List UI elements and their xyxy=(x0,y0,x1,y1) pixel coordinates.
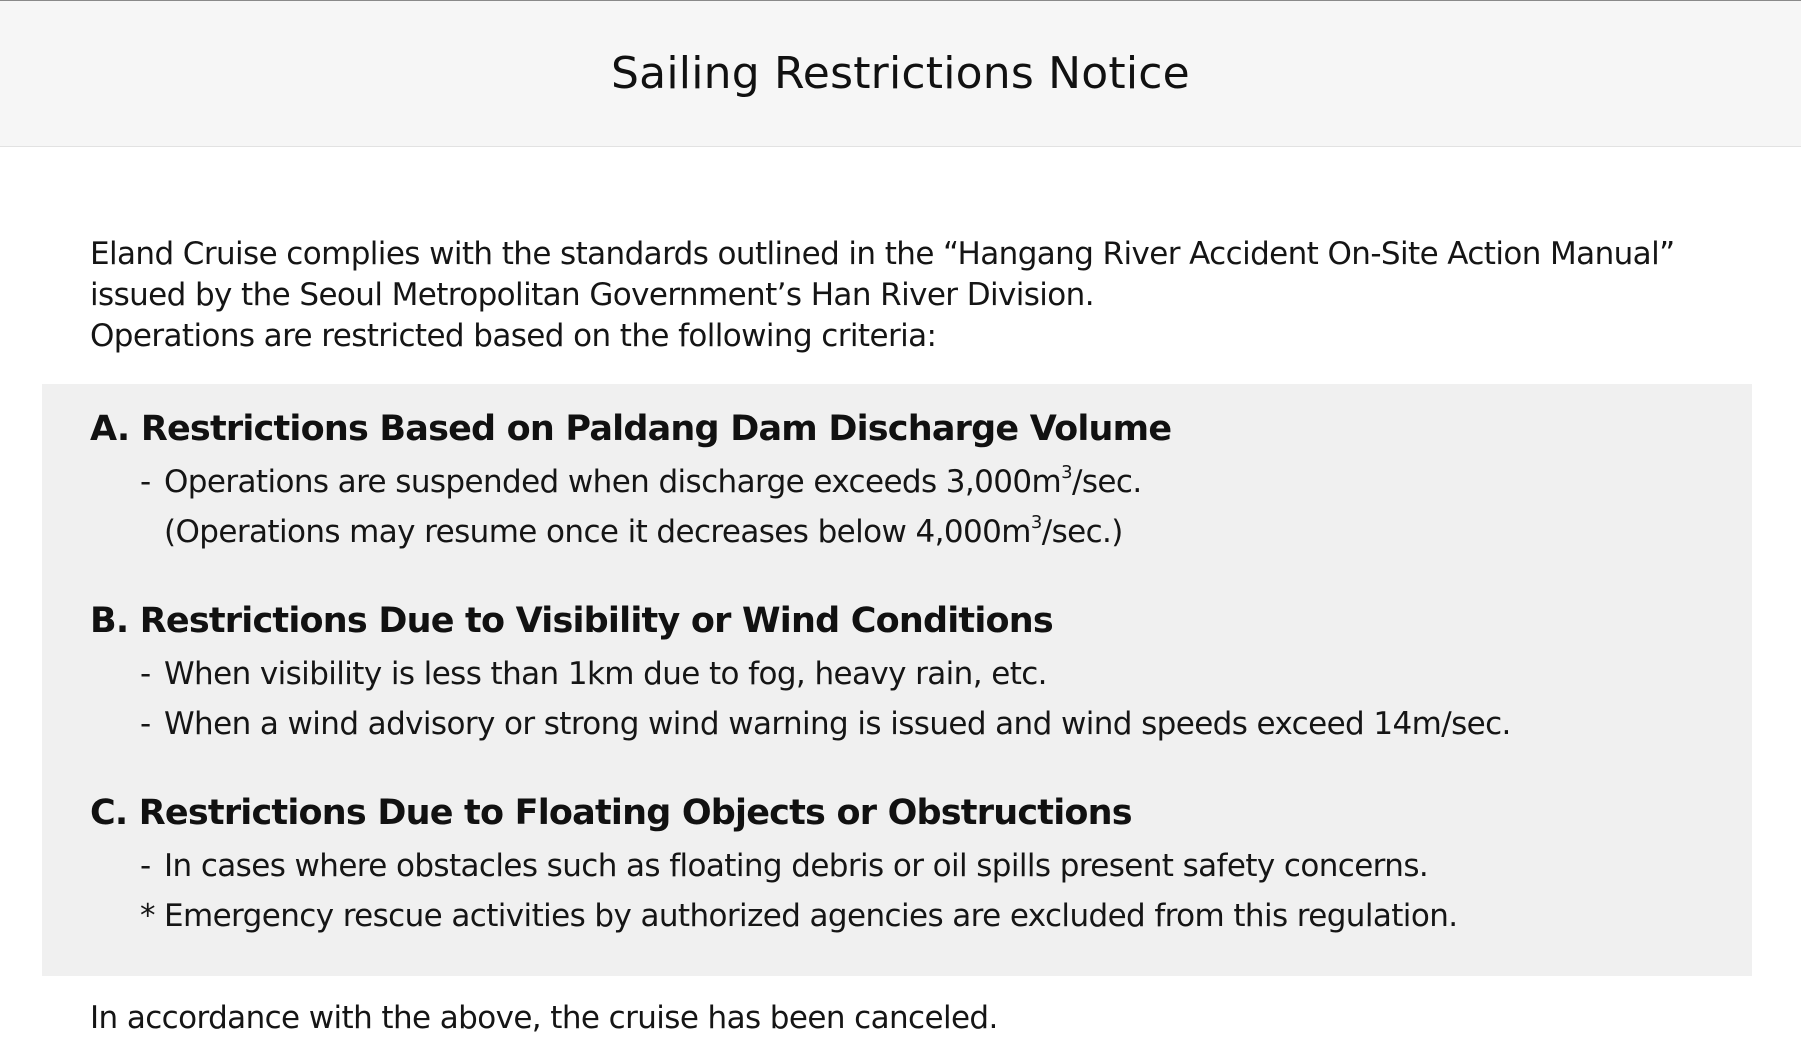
intro-text xyxy=(90,234,1750,357)
asterisk-mark: * xyxy=(140,898,155,934)
restriction-text: When visibility is less than 1km due to fog, heavy rain, etc. xyxy=(164,656,1047,692)
restriction-item xyxy=(90,699,1690,749)
restriction-text: (Operations may resume once it decreases below 4,000m xyxy=(164,514,1031,550)
dash-mark: - xyxy=(140,706,151,742)
section-floating-objects xyxy=(90,791,1690,941)
notice-header xyxy=(0,0,1801,147)
section-title: B. Restrictions Due to Visibility or Wind Conditions xyxy=(90,601,1053,641)
restriction-note xyxy=(90,507,1690,557)
section-title: C. Restrictions Due to Floating Objects or Obstructions xyxy=(90,793,1132,833)
restriction-text: Operations are suspended when discharge exceeds 3,000m xyxy=(164,464,1062,500)
section-discharge-volume xyxy=(90,407,1690,557)
closing-statement: In accordance with the above, the cruise has been canceled. xyxy=(90,1000,998,1036)
restriction-text: Emergency rescue activities by authorized agencies are excluded from this regulation. xyxy=(164,898,1458,934)
page-title: Sailing Restrictions Notice xyxy=(611,48,1190,99)
dash-mark: - xyxy=(140,464,151,500)
restriction-item xyxy=(90,841,1690,891)
restriction-text-suffix: /sec. xyxy=(1072,464,1142,500)
superscript: 3 xyxy=(1061,462,1073,483)
exclusion-note xyxy=(90,891,1690,941)
restriction-item xyxy=(90,649,1690,699)
restriction-text-suffix: /sec.) xyxy=(1041,514,1123,550)
superscript: 3 xyxy=(1030,512,1042,533)
restriction-text: In cases where obstacles such as floating debris or oil spills present safety concerns. xyxy=(164,848,1429,884)
dash-mark: - xyxy=(140,656,151,692)
intro-paragraph: Eland Cruise complies with the standards outlined in the “Hangang River Accident On-Site Action Manual” issued by the Seoul Metropolitan Government’s Han River Division. xyxy=(90,236,1675,313)
restriction-text: When a wind advisory or strong wind warning is issued and wind speeds exceed 14m/sec. xyxy=(164,706,1511,742)
intro-criteria-line: Operations are restricted based on the following criteria: xyxy=(90,318,937,354)
criteria-box xyxy=(42,384,1752,976)
dash-mark: - xyxy=(140,848,151,884)
section-title: A. Restrictions Based on Paldang Dam Discharge Volume xyxy=(90,409,1172,449)
restriction-item xyxy=(90,457,1690,507)
section-visibility-wind xyxy=(90,599,1690,749)
